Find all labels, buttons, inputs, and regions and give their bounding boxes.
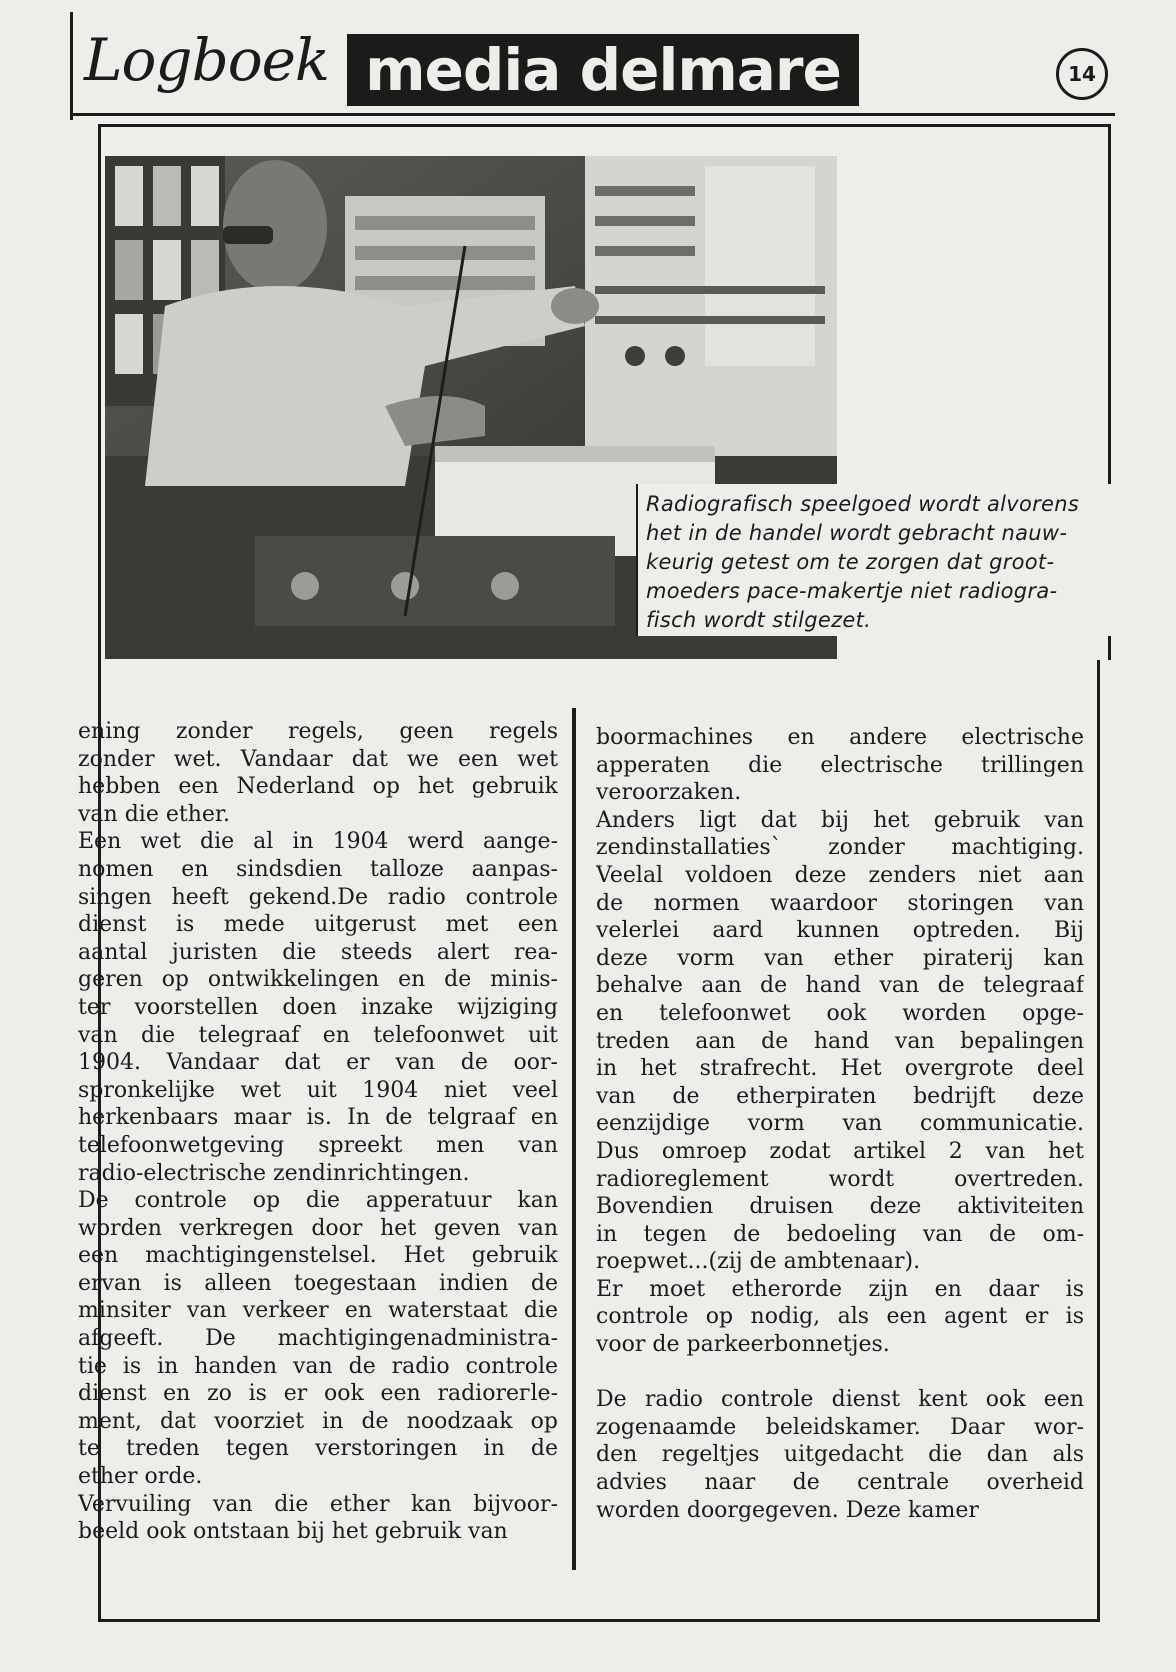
- text-line: in het strafrecht. Het overgrote deel: [596, 1056, 1084, 1082]
- text-line: minsiter van verkeer en waterstaat die: [78, 1298, 558, 1324]
- text-line: Veelal voldoen deze zenders niet aan: [596, 862, 1084, 888]
- text-line: ter voorstellen doen inzake wijziging: [78, 994, 558, 1020]
- text-line: eenzijdige vorm van communicatie.: [596, 1111, 1084, 1137]
- masthead: [84, 22, 1124, 112]
- text-line: Anders ligt dat bij het gebruik van: [596, 807, 1084, 833]
- text-line: worden doorgegeven. Deze kamer: [596, 1497, 979, 1523]
- text-line: advies naar de centrale overheid: [596, 1470, 1084, 1496]
- text-line: 1904. Vandaar dat er van de oor-: [78, 1050, 558, 1076]
- header-left-rule: [70, 12, 73, 120]
- text-line: in tegen de bedoeling van de om-: [596, 1221, 1084, 1247]
- page-number: 14: [1056, 48, 1108, 100]
- text-line: zogenaamde beleidskamer. Daar wor-: [596, 1414, 1084, 1440]
- text-line: treden aan de hand van bepalingen: [596, 1028, 1084, 1054]
- column-divider: [572, 708, 576, 1570]
- caption-line: keurig getest om te zorgen dat groot-: [646, 550, 1055, 574]
- text-line: spronkelijke wet uit 1904 niet veel: [78, 1077, 558, 1103]
- text-line: worden verkregen door het geven van: [78, 1215, 558, 1241]
- text-line: afgeeft. De machtigingenadministra-: [78, 1326, 558, 1352]
- text-line: ening zonder regels, geen regels: [78, 719, 558, 744]
- caption-line: fisch wordt stilgezet.: [646, 608, 872, 632]
- left-text-column: [78, 718, 558, 1546]
- text-line: hebben een Nederland op het gebruik: [78, 774, 558, 800]
- text-line: beeld ook ontstaan bij het gebruik van: [78, 1519, 508, 1545]
- text-line: aantal juristen die steeds alert rea-: [78, 939, 558, 965]
- caption-line: moeders pace-makertje niet radiogra-: [646, 579, 1058, 603]
- text-line: zendinstallaties` zonder machtiging.: [596, 835, 1084, 861]
- text-line: singen heeft gekend.De radio controle: [78, 884, 558, 910]
- text-line: tie is in handen van de radio controle: [78, 1353, 558, 1379]
- text-line: een machtigingenstelsel. Het gebruik: [78, 1243, 558, 1269]
- text-line: voor de parkeerbonnetjes.: [596, 1332, 890, 1358]
- text-line: te treden tegen verstoringen in de: [78, 1436, 558, 1462]
- photo-caption: [636, 484, 1166, 636]
- text-line: radioreglement wordt overtreden.: [596, 1166, 1084, 1192]
- text-line: den regeltjes uitgedacht die dan als: [596, 1442, 1084, 1468]
- article-box-bottom-border: [98, 1619, 1100, 1622]
- text-line: nomen en sindsdien talloze aanpas-: [78, 856, 558, 882]
- text-line: Vervuiling van die ether kan bijvoor-: [78, 1491, 558, 1517]
- text-line: ervan is alleen toegestaan indien de: [78, 1270, 558, 1296]
- text-line: herkenbaars maar is. In de telgraaf en: [78, 1105, 558, 1131]
- text-line: boormachines en andere electrische: [596, 725, 1084, 750]
- text-line: de normen waardoor storingen van: [596, 890, 1084, 916]
- text-line: van die ether.: [78, 801, 230, 827]
- text-line: behalve aan de hand van de telegraaf: [596, 973, 1084, 999]
- text-line: en telefoonwet ook worden opge-: [596, 1000, 1084, 1026]
- text-line: De radio controle dienst kent ook een: [596, 1387, 1084, 1413]
- caption-line: Radiografisch speelgoed wordt alvorens: [646, 492, 1080, 516]
- text-line: ment, dat voorziet in de noodzaak op: [78, 1408, 558, 1434]
- text-line: Bovendien druisen deze aktiviteiten: [596, 1194, 1084, 1220]
- text-line: Er moet etherorde zijn en daar is: [596, 1276, 1084, 1302]
- text-line: telefoonwetgeving spreekt men van: [78, 1132, 558, 1158]
- article-box-right-border-lower: [1097, 660, 1100, 1622]
- caption-line: het in de handel wordt gebracht nauw-: [646, 521, 1068, 545]
- text-line: deze vorm van ether piraterij kan: [596, 945, 1084, 971]
- text-line: De controle op die apperatuur kan: [78, 1188, 558, 1214]
- text-line: van die telegraaf en telefoonwet uit: [78, 1022, 558, 1048]
- text-line: roepwet...(zij de ambtenaar).: [596, 1249, 921, 1275]
- header-rule: [70, 113, 1115, 116]
- text-line: zonder wet. Vandaar dat we een wet: [78, 746, 558, 772]
- text-line: velerlei aard kunnen optreden. Bij: [596, 918, 1084, 944]
- text-line: apperaten die electrische trillingen: [596, 752, 1084, 778]
- text-line: radio-electrische zendinrichtingen.: [78, 1160, 470, 1186]
- brand-logo: media delmare: [347, 34, 859, 106]
- logboek-title: Logboek: [84, 26, 330, 94]
- paragraph-gap: [596, 1359, 1084, 1387]
- text-line: veroorzaken.: [596, 780, 742, 806]
- right-text-column: [596, 724, 1084, 1524]
- text-line: ether orde.: [78, 1464, 203, 1490]
- article-box-top-border: [98, 124, 1111, 127]
- text-line: van de etherpiraten bedrijft deze: [596, 1083, 1084, 1109]
- text-line: Een wet die al in 1904 werd aange-: [78, 829, 558, 855]
- text-line: dienst is mede uitgerust met een: [78, 912, 558, 938]
- text-line: geren op ontwikkelingen en de minis-: [78, 967, 558, 993]
- text-line: Dus omroep zodat artikel 2 van het: [596, 1138, 1084, 1164]
- text-line: dienst en zo is er ook een radiorегle-: [78, 1381, 558, 1407]
- text-line: controle op nodig, als een agent er is: [596, 1304, 1084, 1330]
